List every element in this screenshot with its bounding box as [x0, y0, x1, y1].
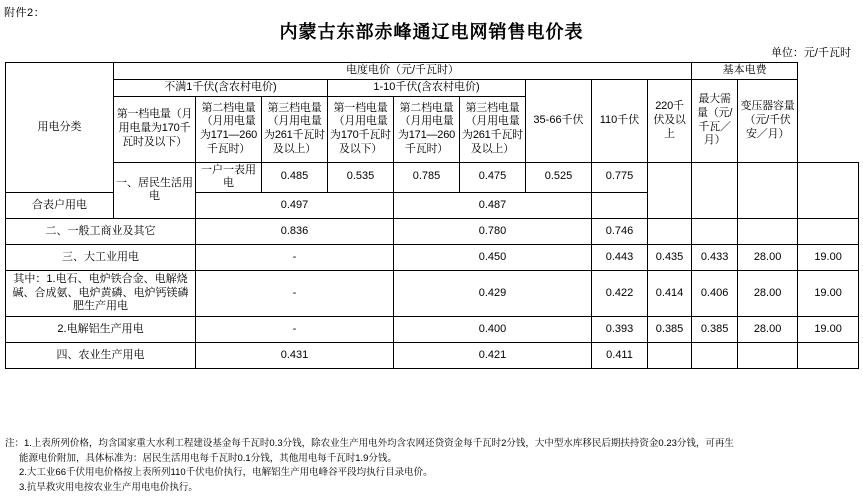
attachment-label: 附件2： — [4, 7, 46, 19]
header-category: 用电分类 — [6, 63, 114, 193]
header-tier3-1-10kv: 第三档电量（月用电量为261千瓦时及以上） — [460, 96, 526, 162]
cell-value: 0.406 — [692, 271, 738, 317]
cell-value: 0.450 — [394, 245, 592, 271]
cell-value — [692, 162, 738, 219]
cell-value — [798, 162, 859, 219]
cell-value: 0.400 — [394, 317, 592, 343]
cell-value: 0.433 — [692, 245, 738, 271]
cell-value: 0.535 — [328, 162, 394, 193]
table-row — [6, 162, 859, 193]
cell-value: 28.00 — [738, 245, 798, 271]
row-category-sub-item-2: 2.电解铝生产用电 — [6, 317, 196, 343]
cell-value — [738, 343, 798, 369]
cell-value: 0.836 — [196, 219, 394, 245]
table-row — [6, 219, 859, 245]
cell-value: 0.785 — [394, 162, 460, 193]
header-tier2-1-10kv: 第二档电量（月用电量为171—260千瓦时） — [394, 96, 460, 162]
cell-value: 19.00 — [798, 271, 859, 317]
unit-label: 单位：元/千瓦时 — [770, 47, 851, 59]
header-tier2-under1kv: 第二档电量（月用电量为171—260千瓦时） — [196, 96, 262, 162]
cell-value: 0.422 — [592, 271, 648, 317]
cell-value — [648, 219, 692, 245]
table-header-row-1 — [6, 63, 859, 80]
header-tier1-1-10kv: 第一档电量（月用电量为170千瓦时及以下） — [328, 96, 394, 162]
cell-value — [738, 162, 798, 219]
row-category-sub-item-1: 其中：1.电石、电炉铁合金、电解烧碱、合成氨、电炉黄磷、电炉钙镁磷肥生产用电 — [6, 271, 196, 317]
notes-block — [5, 437, 858, 496]
cell-value: 0.487 — [394, 193, 592, 219]
table-row — [6, 343, 859, 369]
cell-value: 28.00 — [738, 317, 798, 343]
cell-value: 28.00 — [738, 271, 798, 317]
cell-value: 0.746 — [592, 219, 648, 245]
header-max-demand: 最大需量（元/千瓦／月） — [692, 79, 738, 162]
cell-value: 0.385 — [648, 317, 692, 343]
cell-value: 19.00 — [798, 317, 859, 343]
cell-value — [798, 219, 859, 245]
note-line: 3.抗旱救灾用电按农业生产用电电价执行。 — [19, 482, 198, 494]
cell-value: 0.429 — [394, 271, 592, 317]
cell-value: 0.385 — [692, 317, 738, 343]
note-line: 2.大工业66千伏用电价格按上表所列110千伏电价执行，电解铝生产用电峰谷平段均执行目录电价。 — [19, 467, 433, 479]
table-row — [6, 245, 859, 271]
cell-value: 19.00 — [798, 245, 859, 271]
row-sub-combined-meter: 合表户用电 — [6, 193, 114, 219]
cell-value: - — [196, 245, 394, 271]
header-energy-price: 电度电价（元/千瓦时） — [114, 63, 692, 80]
cell-value: 0.475 — [460, 162, 526, 193]
cell-value: 0.485 — [262, 162, 328, 193]
table-row — [6, 317, 859, 343]
row-category-agriculture: 四、农业生产用电 — [6, 343, 196, 369]
cell-value: 0.443 — [592, 245, 648, 271]
cell-value: 0.411 — [592, 343, 648, 369]
header-110kv: 110千伏 — [592, 79, 648, 162]
cell-value: 0.393 — [592, 317, 648, 343]
cell-value — [692, 219, 738, 245]
cell-value — [798, 343, 859, 369]
cell-value — [648, 343, 692, 369]
cell-value — [648, 162, 692, 219]
electricity-price-table — [5, 62, 859, 369]
cell-value: 0.414 — [648, 271, 692, 317]
header-220kv-above: 220千伏及以上 — [648, 79, 692, 162]
header-1-10kv: 1-10千伏(含农村电价) — [328, 79, 526, 96]
header-tier1-under1kv: 第一档电量（月用电量为170千瓦时及以下） — [114, 96, 196, 162]
cell-value: 0.780 — [394, 219, 592, 245]
cell-value: 0.431 — [196, 343, 394, 369]
row-category-large-industry: 三、大工业用电 — [6, 245, 196, 271]
cell-value — [692, 343, 738, 369]
cell-value: - — [196, 271, 394, 317]
header-tier3-under1kv: 第三档电量（月用电量为261千瓦时及以上） — [262, 96, 328, 162]
note-line: 能源电价附加，具体标准为：居民生活用电每千瓦时0.1分钱，其他用电每千瓦时1.9分钱。 — [19, 452, 397, 464]
page-title: 内蒙古东部赤峰通辽电网销售电价表 — [279, 22, 584, 42]
cell-value: 0.775 — [592, 162, 648, 193]
cell-value: - — [196, 317, 394, 343]
row-category-commercial: 二、一般工商业及其它 — [6, 219, 196, 245]
header-basic-price: 基本电费 — [692, 63, 798, 80]
header-transformer-capacity: 变压器容量（元/千伏安／月） — [738, 79, 798, 162]
cell-value — [738, 219, 798, 245]
table-header-row-2 — [6, 79, 859, 96]
cell-value: 0.435 — [648, 245, 692, 271]
header-under-1kv: 不满1千伏(含农村电价) — [114, 79, 328, 96]
row-sub-single-meter: 一户一表用电 — [196, 162, 262, 193]
table-row — [6, 271, 859, 317]
cell-value: 0.497 — [196, 193, 394, 219]
header-35-66kv: 35-66千伏 — [526, 79, 592, 162]
row-category-residential: 一、居民生活用电 — [114, 162, 196, 219]
cell-value: 0.525 — [526, 162, 592, 193]
note-line: 注：1.上表所列价格，均含国家重大水利工程建设基金每千瓦时0.3分钱，除农业生产用电外均含农网还贷资金每千瓦时2分钱，大中型水库移民后期扶持资金0.23分钱，可再生 — [5, 438, 734, 449]
cell-value: 0.421 — [394, 343, 592, 369]
